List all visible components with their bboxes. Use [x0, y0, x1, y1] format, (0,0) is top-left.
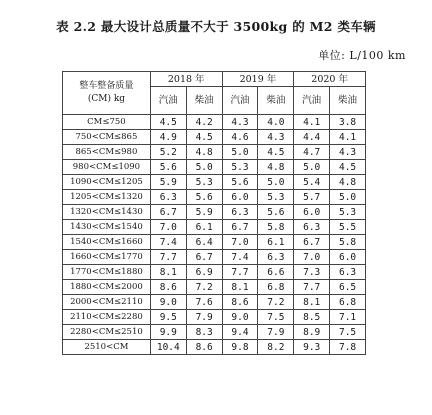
table-row [63, 115, 366, 130]
consumption-value-cell: 8.6 [150, 280, 186, 295]
consumption-value-cell: 5.8 [330, 235, 366, 250]
consumption-value-cell: 7.1 [330, 310, 366, 325]
consumption-value-cell: 6.3 [258, 250, 294, 265]
header-year-2019: 2019 年 [222, 72, 294, 87]
mass-range-cell: 750<CM≤865 [63, 130, 151, 145]
header-mass-label-line2: (CM) kg [87, 94, 126, 104]
table-row [63, 145, 366, 160]
header-year-2020: 2020 年 [294, 72, 366, 87]
consumption-value-cell: 9.9 [150, 325, 186, 340]
consumption-value-cell: 7.0 [150, 220, 186, 235]
consumption-value-cell: 6.5 [330, 280, 366, 295]
consumption-value-cell: 5.9 [150, 175, 186, 190]
mass-range-cell: 865<CM≤980 [63, 145, 151, 160]
consumption-value-cell: 9.0 [150, 295, 186, 310]
consumption-value-cell: 5.4 [294, 175, 330, 190]
consumption-value-cell: 8.5 [294, 310, 330, 325]
consumption-value-cell: 6.7 [186, 250, 222, 265]
consumption-value-cell: 6.4 [186, 235, 222, 250]
consumption-value-cell: 4.3 [258, 130, 294, 145]
consumption-value-cell: 5.9 [186, 205, 222, 220]
consumption-value-cell: 7.5 [330, 325, 366, 340]
consumption-value-cell: 6.6 [258, 265, 294, 280]
mass-range-cell: 2110<CM≤2280 [63, 310, 151, 325]
consumption-value-cell: 5.7 [294, 190, 330, 205]
consumption-value-cell: 5.8 [258, 220, 294, 235]
table-title: 表 2.2 最大设计总质量不大于 3500kg 的 M2 类车辆 [56, 19, 376, 34]
consumption-value-cell: 6.0 [222, 190, 258, 205]
consumption-value-cell: 3.8 [330, 115, 366, 130]
consumption-value-cell: 6.1 [258, 235, 294, 250]
mass-range-cell: 1090<CM≤1205 [63, 175, 151, 190]
consumption-value-cell: 5.0 [294, 160, 330, 175]
consumption-value-cell: 4.9 [150, 130, 186, 145]
consumption-value-cell: 5.6 [258, 205, 294, 220]
consumption-value-cell: 4.4 [294, 130, 330, 145]
consumption-value-cell: 5.6 [150, 160, 186, 175]
consumption-value-cell: 6.3 [150, 190, 186, 205]
consumption-value-cell: 8.3 [186, 325, 222, 340]
consumption-value-cell: 8.1 [150, 265, 186, 280]
consumption-value-cell: 5.0 [258, 175, 294, 190]
table-row [63, 295, 366, 310]
table-row [63, 175, 366, 190]
consumption-value-cell: 8.9 [294, 325, 330, 340]
consumption-value-cell: 6.3 [222, 205, 258, 220]
header-fuel-gasoline-2020: 汽油 [294, 87, 330, 115]
table-row [63, 265, 366, 280]
fuel-consumption-table [62, 71, 366, 355]
consumption-value-cell: 7.5 [258, 310, 294, 325]
header-fuel-diesel-2019: 柴油 [258, 87, 294, 115]
consumption-value-cell: 6.0 [294, 205, 330, 220]
consumption-value-cell: 6.9 [186, 265, 222, 280]
table-body [63, 115, 366, 355]
table-row [63, 280, 366, 295]
consumption-value-cell: 4.5 [258, 145, 294, 160]
mass-range-cell: CM≤750 [63, 115, 151, 130]
consumption-value-cell: 5.0 [186, 160, 222, 175]
table-row [63, 310, 366, 325]
consumption-value-cell: 8.6 [222, 295, 258, 310]
header-fuel-gasoline-2018: 汽油 [150, 87, 186, 115]
consumption-value-cell: 9.4 [222, 325, 258, 340]
consumption-value-cell: 4.6 [222, 130, 258, 145]
consumption-value-cell: 4.7 [294, 145, 330, 160]
consumption-value-cell: 7.7 [222, 265, 258, 280]
header-fuel-diesel-2018: 柴油 [186, 87, 222, 115]
table-row [63, 160, 366, 175]
mass-range-cell: 1430<CM≤1540 [63, 220, 151, 235]
mass-range-cell: 1770<CM≤1880 [63, 265, 151, 280]
consumption-value-cell: 6.1 [186, 220, 222, 235]
table-row [63, 205, 366, 220]
consumption-value-cell: 8.1 [222, 280, 258, 295]
consumption-value-cell: 4.3 [330, 145, 366, 160]
table-row [63, 340, 366, 355]
consumption-value-cell: 5.5 [330, 220, 366, 235]
consumption-value-cell: 7.9 [258, 325, 294, 340]
consumption-value-cell: 5.0 [222, 145, 258, 160]
consumption-value-cell: 8.6 [186, 340, 222, 355]
unit-label: 单位: L/100 km [318, 49, 406, 62]
consumption-value-cell: 5.3 [258, 190, 294, 205]
consumption-value-cell: 6.8 [330, 295, 366, 310]
consumption-value-cell: 7.0 [222, 235, 258, 250]
consumption-value-cell: 4.8 [258, 160, 294, 175]
consumption-value-cell: 6.8 [258, 280, 294, 295]
consumption-value-cell: 6.7 [222, 220, 258, 235]
consumption-value-cell: 7.7 [150, 250, 186, 265]
consumption-value-cell: 5.3 [222, 160, 258, 175]
header-mass-label-line1: 整车整备质量 [79, 81, 134, 91]
consumption-value-cell: 7.8 [330, 340, 366, 355]
consumption-value-cell: 5.6 [186, 190, 222, 205]
consumption-value-cell: 4.1 [294, 115, 330, 130]
consumption-value-cell: 7.4 [222, 250, 258, 265]
mass-range-cell: 1205<CM≤1320 [63, 190, 151, 205]
mass-range-cell: 2280<CM≤2510 [63, 325, 151, 340]
consumption-value-cell: 5.2 [150, 145, 186, 160]
consumption-value-cell: 4.5 [186, 130, 222, 145]
consumption-value-cell: 4.2 [186, 115, 222, 130]
consumption-value-cell: 7.2 [258, 295, 294, 310]
table-row [63, 190, 366, 205]
header-fuel-diesel-2020: 柴油 [330, 87, 366, 115]
mass-range-cell: 2000<CM≤2110 [63, 295, 151, 310]
consumption-value-cell: 8.2 [258, 340, 294, 355]
table-row [63, 130, 366, 145]
consumption-value-cell: 8.1 [294, 295, 330, 310]
consumption-value-cell: 5.0 [330, 190, 366, 205]
consumption-value-cell: 6.0 [330, 250, 366, 265]
consumption-value-cell: 4.8 [330, 175, 366, 190]
table-row [63, 325, 366, 340]
consumption-value-cell: 7.0 [294, 250, 330, 265]
consumption-value-cell: 7.6 [186, 295, 222, 310]
consumption-value-cell: 6.3 [330, 265, 366, 280]
consumption-value-cell: 7.7 [294, 280, 330, 295]
mass-range-cell: 1540<CM≤1660 [63, 235, 151, 250]
consumption-value-cell: 4.5 [330, 160, 366, 175]
consumption-value-cell: 9.5 [150, 310, 186, 325]
mass-range-cell: 1320<CM≤1430 [63, 205, 151, 220]
consumption-value-cell: 10.4 [150, 340, 186, 355]
consumption-value-cell: 9.3 [294, 340, 330, 355]
table-row [63, 220, 366, 235]
consumption-value-cell: 6.3 [294, 220, 330, 235]
consumption-value-cell: 5.3 [186, 175, 222, 190]
consumption-value-cell: 4.0 [258, 115, 294, 130]
mass-range-cell: 1660<CM≤1770 [63, 250, 151, 265]
mass-range-cell: 980<CM≤1090 [63, 160, 151, 175]
consumption-value-cell: 7.9 [186, 310, 222, 325]
mass-range-cell: 1880<CM≤2000 [63, 280, 151, 295]
consumption-value-cell: 9.8 [222, 340, 258, 355]
consumption-value-cell: 5.6 [222, 175, 258, 190]
table-row [63, 235, 366, 250]
consumption-value-cell: 6.7 [150, 205, 186, 220]
consumption-value-cell: 7.4 [150, 235, 186, 250]
header-year-2018: 2018 年 [150, 72, 222, 87]
header-fuel-gasoline-2019: 汽油 [222, 87, 258, 115]
consumption-value-cell: 4.1 [330, 130, 366, 145]
consumption-value-cell: 4.8 [186, 145, 222, 160]
table-row [63, 250, 366, 265]
consumption-value-cell: 4.5 [150, 115, 186, 130]
consumption-value-cell: 6.7 [294, 235, 330, 250]
consumption-value-cell: 4.3 [222, 115, 258, 130]
consumption-value-cell: 9.0 [222, 310, 258, 325]
consumption-value-cell: 7.2 [186, 280, 222, 295]
header-mass-label [63, 72, 151, 115]
consumption-value-cell: 7.3 [294, 265, 330, 280]
mass-range-cell: 2510<CM [63, 340, 151, 355]
header-row-years [63, 72, 366, 87]
consumption-value-cell: 5.3 [330, 205, 366, 220]
